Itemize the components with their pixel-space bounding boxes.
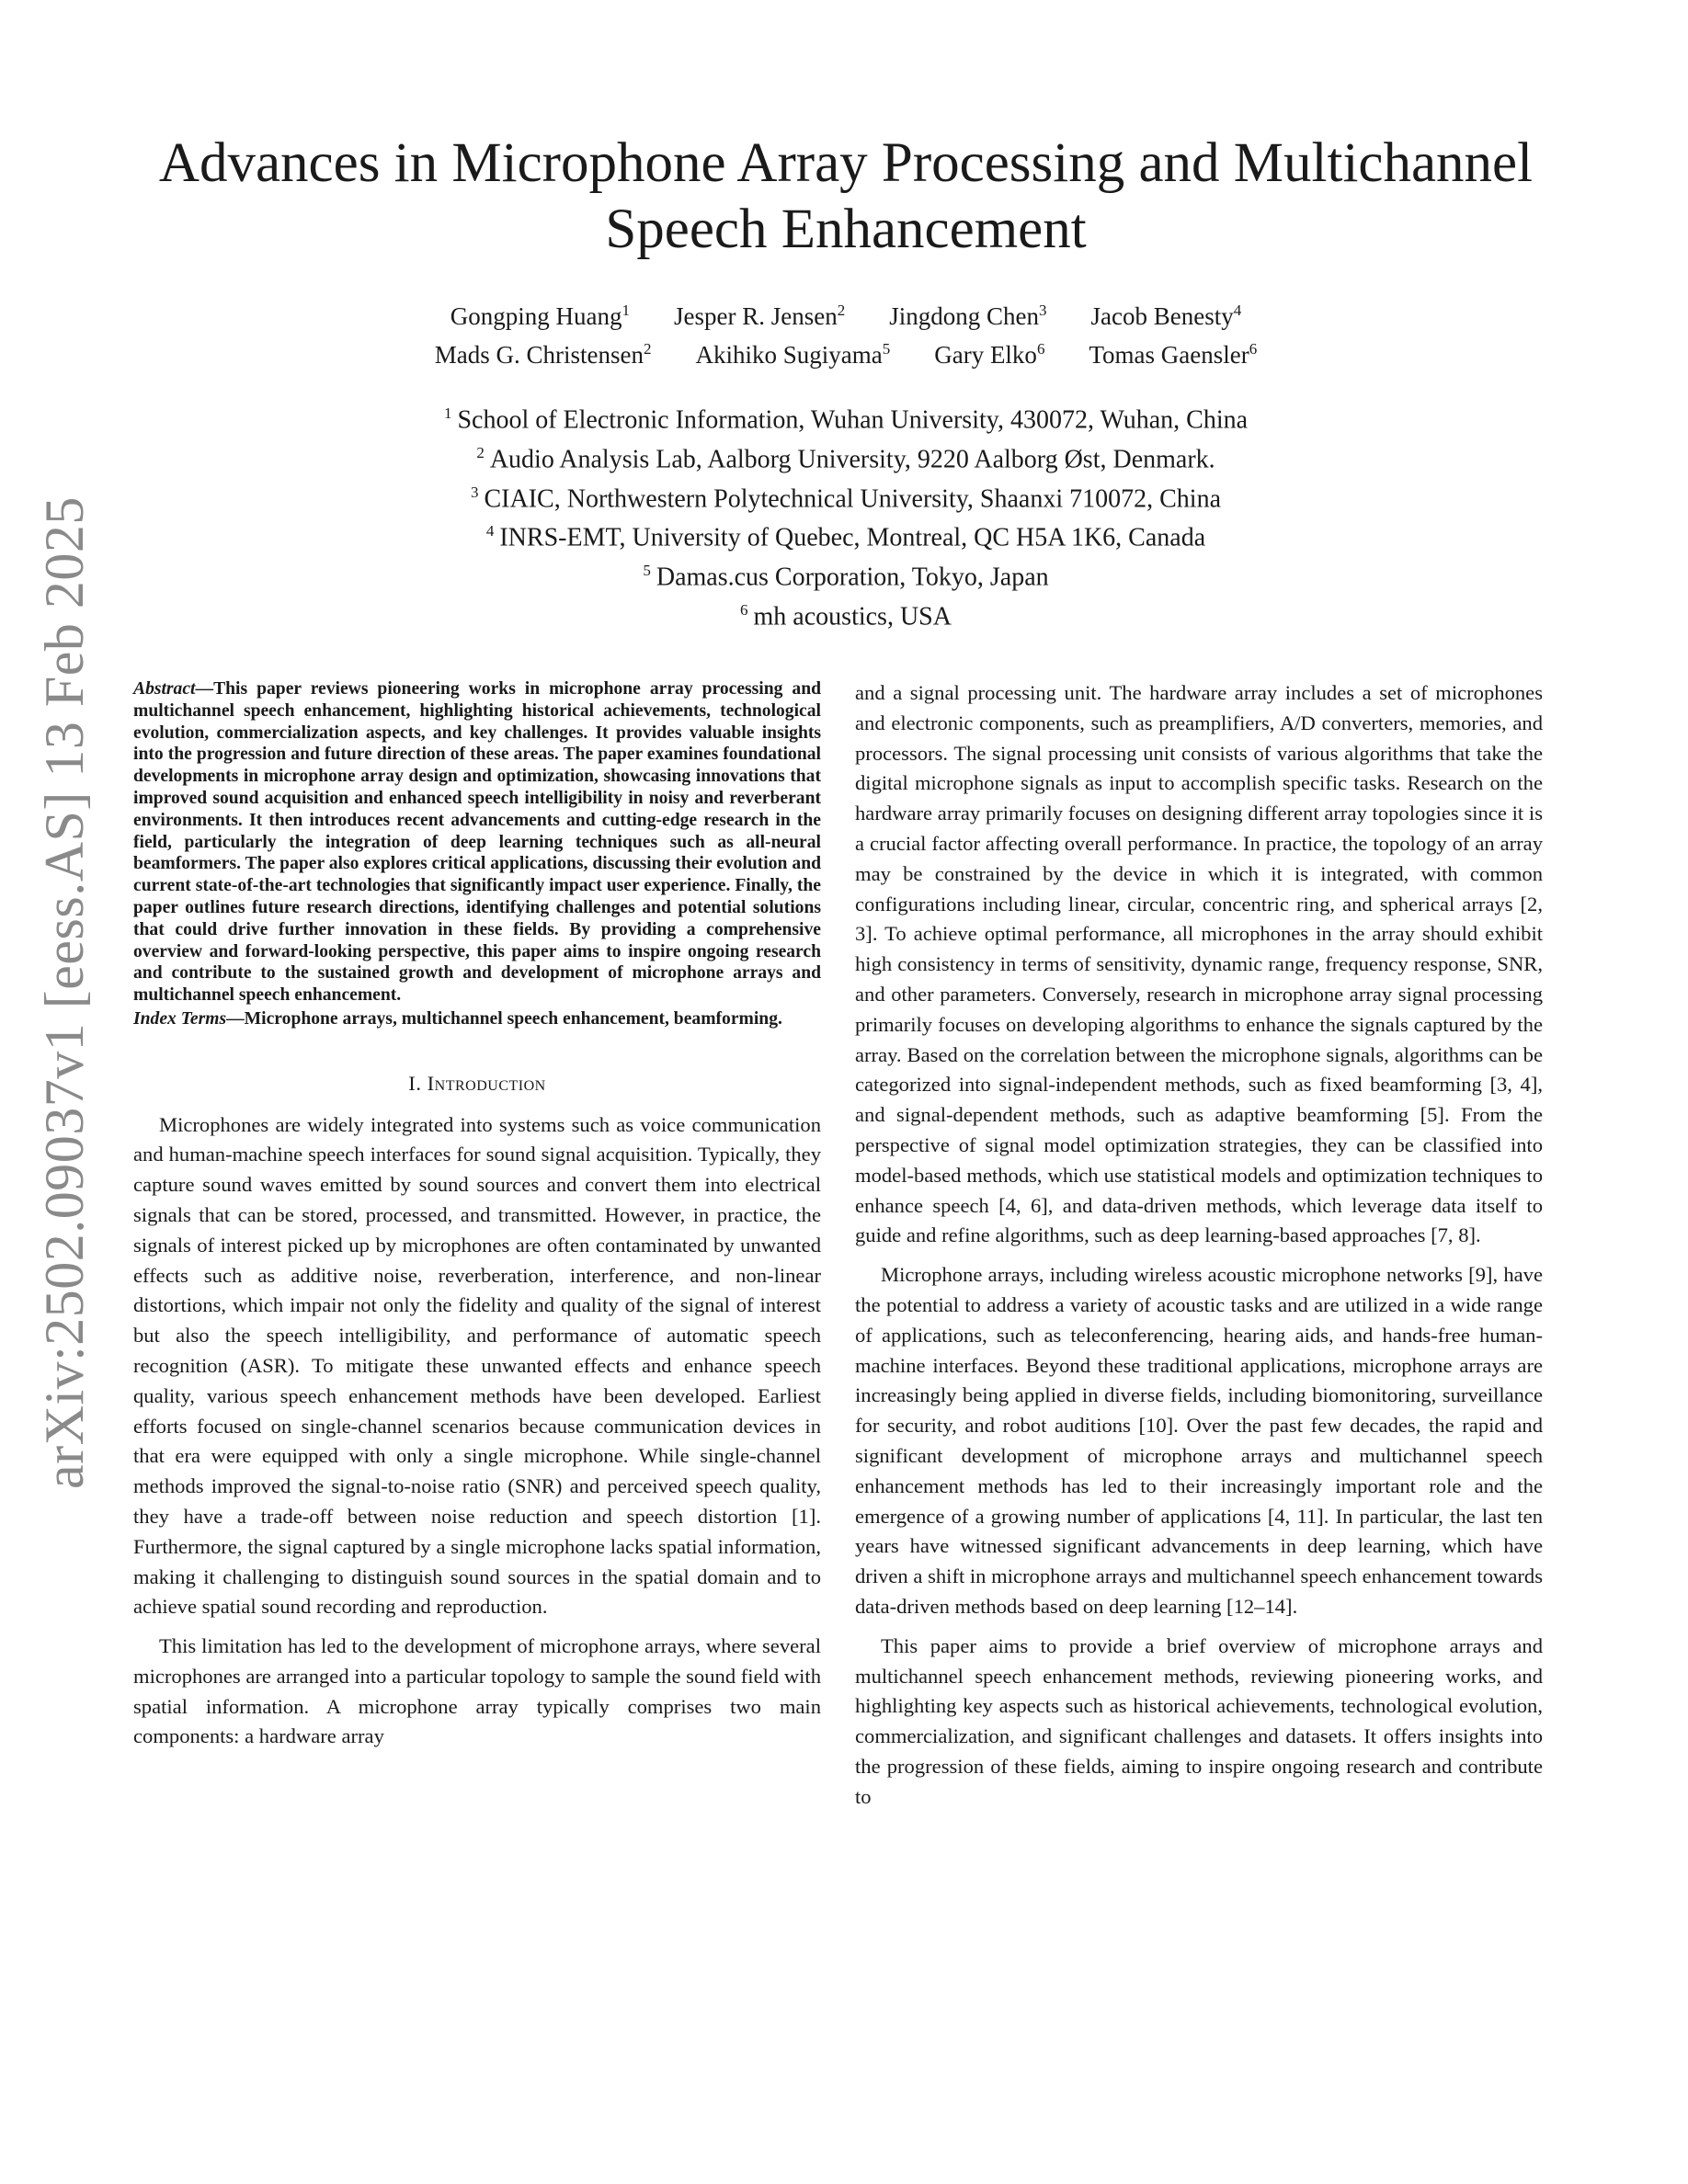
author-row-1 [349, 294, 1342, 333]
body-paragraph: This paper aims to provide a brief overview of microphone arrays and multichannel speech enhancement methods, reviewing pioneering works, and highlighting key aspects such as historical achievements, technological evolution, commercialization, and significant challenges and datasets. It offers insights into the progression of these fields, aiming to inspire ongoing research and contribute to [855, 1633, 1543, 1808]
left-column [133, 678, 821, 1752]
author: Mads G. Christensen$^2$ [434, 340, 652, 369]
affiliation: $^6$ mh acoustics, USA [740, 601, 952, 631]
arxiv-identifier: arXiv:2502.09037v1 [eess.AS] 13 Feb 2025 [34, 496, 95, 1489]
affiliation: $^1$ School of Electronic Information, Wuhan University, 430072, Wuhan, China [443, 404, 1249, 435]
abstract-text: This paper reviews pioneering works in microphone array processing and multichannel speech enhancement, highlighting historical achievements, technological evolution, commercialization aspects, and key challenges. It provides valuable insights into the progression and future direction of these areas. The paper examines foundational developments in microphone array design and optimization, showcasing innovations that improved sound acquisition and enhanced speech intelligibility in noisy and reverberant environments. It then introduces recent advancements and cutting-edge research in the field, particularly the integration of deep learning techniques such as all-neural beamformers. The paper also explores critical applications, discussing their evolution and current state-of-the-art technologies that significantly impact user experience. Finally, the paper outlines future research directions, identifying challenges and potential solutions that could drive further innovation in these fields. By providing a comprehensive overview and forward-looking perspective, this paper aims to inspire ongoing research and contribute to the sustained growth and development of microphone arrays and multichannel speech enhancement. [133, 679, 821, 1006]
abstract-label: Abstract [133, 679, 196, 699]
abstract: Abstract—This paper reviews pioneering works in microphone array processing and multichannel speech enhancement, highlighting historical achievements, technological evolution, commercialization aspects, and key challenges. It provides valuable insights into the progression and future direction of these areas. The paper examines foundational developments in microphone array design and optimization, showcasing innovations that improved sound acquisition and enhanced speech intelligibility in noisy and reverberant environments. It then introduces recent advancements and cutting-edge research in the field, particularly the integration of deep learning techniques such as all-neural beamformers. The paper also explores critical applications, discussing their evolution and current state-of-the-art technologies that significantly impact user experience. Finally, the paper outlines future research directions, identifying challenges and potential solutions that could drive further innovation in these fields. By providing a comprehensive overview and forward-looking perspective, this paper aims to inspire ongoing research and contribute to the sustained growth and development of microphone arrays and multichannel speech enhancement. [133, 679, 821, 1006]
affiliation: $^4$ INRS-EMT, University of Quebec, Montreal, QC H5A 1K6, Canada [485, 522, 1206, 552]
author: Jesper R. Jensen$^2$ [674, 301, 846, 330]
body-paragraph: This limitation has led to the development of microphone arrays, where several microphones are arranged into a particular topology to sample the sound field with spatial information. A microphone array typically comprises two main components: a hardware array [133, 1634, 821, 1748]
index-terms-text: Microphone arrays, multichannel speech enhancement, beamforming. [244, 1008, 782, 1029]
author: Jacob Benesty$^4$ [1090, 301, 1242, 330]
index-terms-label: Index Terms [133, 1008, 227, 1029]
affiliation-list [276, 397, 1416, 633]
title-line-2: Speech Enhancement [605, 199, 1087, 260]
author: Akihiko Sugiyama$^5$ [695, 340, 891, 369]
body-paragraph: Microphone arrays, including wireless acoustic microphone networks [9], have the potential to address a variety of acoustic tasks and are utilized in a wide range of applications, such as teleconferencing, hearing aids, and hands-free human-machine interfaces. Beyond these traditional applications, microphone arrays are increasingly being applied in diverse fields, including biomonitoring, surveillance for security, and robot auditions [10]. Over the past few decades, the rapid and significant development of microphone arrays and multichannel speech enhancement methods has led to their increasingly important role and the emergence of a growing number of applications [4, 11]. In particular, the last ten years have witnessed significant advancements in deep learning, which have driven a shift in microphone arrays and multichannel speech enhancement towards data-driven methods based on deep learning [12–14]. [855, 1263, 1543, 1618]
body-paragraph: Microphones are widely integrated into systems such as voice communication and human-machine speech interfaces for sound signal acquisition. Typically, they capture sound waves emitted by sound sources and convert them into electrical signals that can be stored, processed, and transmitted. However, in practice, the signals of interest picked up by microphones are often contaminated by unwanted effects such as additive noise, reverberation, interference, and non-linear distortions, which impair not only the fidelity and quality of the signal of interest but also the speech intelligibility, and performance of automatic speech recognition (ASR). To mitigate these unwanted effects and enhance speech quality, various speech enhancement methods have been developed. Earliest efforts focused on single-channel scenarios because communication devices in that era were equipped with only a single microphone. While single-channel methods improved the signal-to-noise ratio (SNR) and perceived speech quality, they have a trade-off between noise reduction and speech distortion [1]. Furthermore, the signal captured by a single microphone lacks spatial information, making it challenging to distinguish sound sources in the spatial domain and to achieve spatial sound recording and reproduction. [133, 1112, 821, 1619]
title-line-1: Advances in Microphone Array Processing and Multichannel [158, 132, 1534, 194]
right-column [855, 678, 1543, 1812]
affiliation: $^2$ Audio Analysis Lab, Aalborg University, 9220 Aalborg Øst, Denmark. [476, 443, 1215, 474]
author: Jingdong Chen$^3$ [889, 301, 1047, 330]
index-terms: Index Terms—Microphone arrays, multichannel speech enhancement, beamforming. [133, 1008, 782, 1029]
author: Gongping Huang$^1$ [450, 301, 631, 330]
author-list [349, 294, 1342, 371]
author: Gary Elko$^6$ [934, 340, 1045, 369]
affiliation: $^3$ CIAIC, Northwestern Polytechnical University, Shaanxi 710072, China [471, 483, 1221, 513]
section-heading-introduction: I. Introduction [408, 1071, 546, 1095]
author-row-2 [349, 333, 1342, 371]
affiliation: $^5$ Damas.cus Corporation, Tokyo, Japan [643, 562, 1049, 592]
body-paragraph: and a signal processing unit. The hardware array includes a set of microphones and electronic components, such as preamplifiers, A/D converters, memories, and processors. The signal processing unit consists of various algorithms that take the digital microphone signals as input to accomplish specific tasks. Research on the hardware array primarily focuses on designing different array topologies since it is a crucial factor affecting overall performance. In practice, the topology of an array may be constrained by the device in which it is integrated, with common configurations including linear, circular, concentric ring, and spherical arrays [2, 3]. To achieve optimal performance, all microphones in the array should exhibit high consistency in terms of sensitivity, dynamic range, frequency response, SNR, and other parameters. Conversely, research in microphone array signal processing primarily focuses on developing algorithms to enhance the signals captured by the array. Based on the correlation between the microphone signals, algorithms can be categorized into signal-independent methods, such as fixed beamforming [3, 4], and signal-dependent methods, such as adaptive beamforming [5]. From the perspective of signal model optimization strategies, they can be classified into model-based methods, which use statistical models and optimization techniques to enhance speech [4, 6], and data-driven methods, which leverage data itself to guide and refine algorithms, such as deep learning-based approaches [7, 8]. [855, 681, 1543, 1247]
paper-title [129, 131, 1563, 263]
author: Tomas Gaensler$^6$ [1089, 340, 1258, 369]
